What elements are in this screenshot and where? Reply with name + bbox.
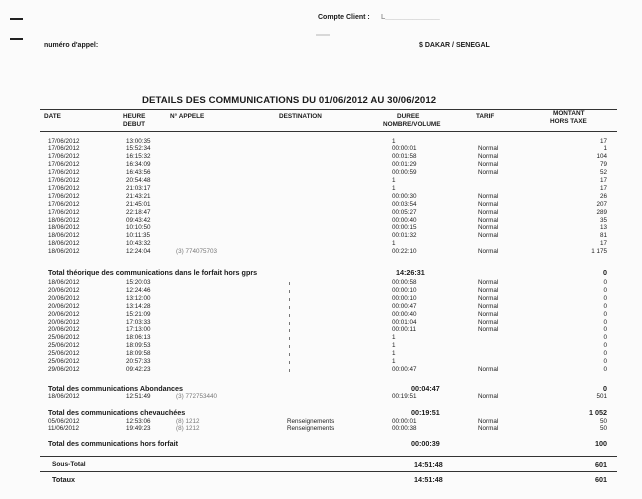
row-duration: 1 <box>392 342 396 350</box>
table-row <box>0 334 642 342</box>
row-amount: 0 <box>603 318 607 326</box>
row-date: 18/06/2012 <box>48 216 80 224</box>
row-date: 11/06/2012 <box>48 425 80 433</box>
sous-total-duration: 14:51:48 <box>414 460 443 469</box>
row-amount: 26 <box>599 192 607 200</box>
row-duration: 00:00:40 <box>392 216 417 224</box>
total-hors-forfait-amount: 100 <box>595 439 607 448</box>
row-tarif: Normal <box>478 417 499 425</box>
table-row <box>0 177 642 185</box>
col-montant: MONTANT <box>553 110 585 117</box>
scan-artifact-mark <box>289 322 290 325</box>
subtotal-bottom-rule <box>40 471 617 472</box>
table-row <box>0 224 642 232</box>
row-duration: 00:03:54 <box>392 200 417 208</box>
table-row <box>0 287 642 295</box>
total-hors-forfait-duration: 00:00:39 <box>411 439 440 448</box>
row-date: 17/06/2012 <box>48 177 80 184</box>
row-amount: 50 <box>599 425 607 433</box>
row-date: 17/06/2012 <box>48 137 80 145</box>
row-duration: 1 <box>392 240 396 248</box>
row-amount: 50 <box>599 417 607 425</box>
account-label: Compte Client : <box>318 14 370 21</box>
row-date: 17/06/2012 <box>48 153 80 161</box>
row-time: 16:34:09 <box>126 161 151 169</box>
col-duree: DUREE <box>397 113 420 120</box>
row-date: 20/06/2012 <box>48 326 80 334</box>
row-date: 17/06/2012 <box>48 192 80 200</box>
row-tarif: Normal <box>478 294 499 302</box>
table-row <box>0 240 642 248</box>
col-heure: HEURE <box>123 113 146 120</box>
row-duration: 00:00:30 <box>392 192 417 200</box>
row-time: 13:14:28 <box>126 302 151 310</box>
total-abondances-label: Total des communications Abondances <box>48 384 183 393</box>
row-amount: 0 <box>603 302 607 310</box>
table-row <box>0 185 642 193</box>
scan-artifact-mark <box>289 290 290 293</box>
table-row <box>0 232 642 240</box>
row-time: 18:09:58 <box>126 350 151 358</box>
totaux-label: Totaux <box>52 475 76 484</box>
row-duration: 00:01:04 <box>392 318 417 326</box>
row-amount: 52 <box>599 169 607 177</box>
row-time: 20:57:33 <box>126 358 151 365</box>
row-duration: 1 <box>392 137 396 145</box>
row-date: 25/06/2012 <box>48 334 80 342</box>
row-duration: 00:00:10 <box>392 294 417 302</box>
row-time: 13:00:35 <box>126 137 151 145</box>
row-amount: 79 <box>599 161 607 169</box>
row-tarif: Normal <box>478 169 499 177</box>
table-row <box>0 342 642 350</box>
header-top-rule <box>40 109 617 110</box>
row-date: 17/06/2012 <box>48 184 80 192</box>
row-amount: 17 <box>599 184 607 192</box>
table-row <box>0 138 642 146</box>
row-tarif: Normal <box>478 161 499 169</box>
col-numero: N° APPELE <box>170 113 205 120</box>
row-date: 18/06/2012 <box>48 232 80 240</box>
table-row <box>0 153 642 161</box>
row-duration: 00:01:29 <box>392 161 417 169</box>
row-date: 17/06/2012 <box>48 200 80 208</box>
row-duration: 00:00:40 <box>392 310 417 318</box>
row-time: 15:52:34 <box>126 145 151 153</box>
row-date: 20/06/2012 <box>48 310 80 318</box>
row-time: 21:43:21 <box>126 192 151 200</box>
row-time: 15:21:09 <box>126 310 151 318</box>
totaux-duration: 14:51:48 <box>414 475 443 484</box>
row-amount: 0 <box>603 342 607 350</box>
row-duration: 00:19:51 <box>392 393 417 400</box>
row-time: 22:18:47 <box>126 208 151 216</box>
row-number: (3) 774075703 <box>176 248 217 256</box>
scan-artifact-mark <box>289 345 290 348</box>
row-time: 09:43:42 <box>126 216 151 224</box>
row-amount: 0 <box>603 350 607 358</box>
row-duration: 00:00:58 <box>392 279 417 286</box>
row-time: 12:24:04 <box>126 248 151 256</box>
total-chevauchees-amount: 1 052 <box>589 408 607 417</box>
row-amount: 17 <box>599 137 607 145</box>
row-duration: 00:00:47 <box>392 365 417 373</box>
table-row <box>0 311 642 319</box>
margin-dash-bottom <box>10 38 23 40</box>
row-duration: 1 <box>392 184 396 192</box>
row-amount: 1 <box>603 145 607 153</box>
row-date: 18/06/2012 <box>48 248 80 256</box>
row-time: 20:54:48 <box>126 177 151 184</box>
row-tarif: Normal <box>478 393 499 400</box>
row-amount: 289 <box>596 208 607 216</box>
row-time: 18:09:53 <box>126 342 151 350</box>
table-row <box>0 145 642 153</box>
row-date: 18/06/2012 <box>48 240 80 248</box>
scan-artifact-mark <box>289 314 290 317</box>
redacted-mark <box>316 34 330 36</box>
row-date: 25/06/2012 <box>48 342 80 350</box>
row-date: 18/06/2012 <box>48 393 80 400</box>
table-row <box>0 393 642 401</box>
row-time: 16:43:56 <box>126 169 151 177</box>
row-tarif: Normal <box>478 310 499 318</box>
header-bottom-rule <box>40 131 617 132</box>
table-row <box>0 326 642 334</box>
row-tarif: Normal <box>478 192 499 200</box>
col-destination: DESTINATION <box>279 113 322 120</box>
total-forfait-label: Total théorique des communications dans le forfait hors gprs <box>48 268 258 277</box>
total-abondances-amount: 0 <box>603 384 607 393</box>
row-amount: 35 <box>599 216 607 224</box>
row-duration: 00:00:38 <box>392 425 417 433</box>
row-tarif: Normal <box>478 248 499 256</box>
margin-dash-top <box>10 18 23 20</box>
row-duration: 00:00:11 <box>392 326 417 334</box>
row-amount: 1 175 <box>591 248 607 256</box>
row-date: 17/06/2012 <box>48 208 80 216</box>
row-tarif: Normal <box>478 216 499 224</box>
row-date: 25/06/2012 <box>48 358 80 365</box>
scan-artifact-mark <box>289 353 290 356</box>
row-amount: 0 <box>603 279 607 286</box>
row-time: 15:20:03 <box>126 279 151 286</box>
table-row <box>0 319 642 327</box>
table-row <box>0 358 642 366</box>
row-time: 21:03:17 <box>126 184 151 192</box>
row-date: 25/06/2012 <box>48 350 80 358</box>
row-tarif: Normal <box>478 145 499 153</box>
table-row <box>0 217 642 225</box>
scan-artifact-mark <box>289 306 290 309</box>
sous-total-label: Sous-Total <box>52 461 86 468</box>
row-duration: 00:01:58 <box>392 153 417 161</box>
row-destination: Renseignements <box>287 417 335 425</box>
col-nombre-volume: NOMBRE/VOLUME <box>383 121 441 128</box>
subtotal-top-rule <box>40 456 617 457</box>
col-hors-taxe: HORS TAXE <box>550 118 587 125</box>
row-amount: 0 <box>603 294 607 302</box>
row-tarif: Normal <box>478 200 499 208</box>
row-time: 18:06:13 <box>126 334 151 342</box>
row-tarif: Normal <box>478 153 499 161</box>
row-date: 18/06/2012 <box>48 279 80 286</box>
row-duration: 00:00:01 <box>392 145 417 153</box>
row-amount: 0 <box>603 286 607 294</box>
row-tarif: Normal <box>478 365 499 373</box>
row-date: 29/06/2012 <box>48 365 80 373</box>
row-time: 16:15:32 <box>126 153 151 161</box>
row-time: 17:13:00 <box>126 326 151 334</box>
row-amount: 13 <box>599 224 607 232</box>
row-time: 13:12:00 <box>126 294 151 302</box>
row-number: (3) 772753440 <box>176 393 217 400</box>
table-row <box>0 303 642 311</box>
row-tarif: Normal <box>478 425 499 433</box>
row-time: 21:45:01 <box>126 200 151 208</box>
col-debut: DEBUT <box>123 121 146 128</box>
row-date: 20/06/2012 <box>48 294 80 302</box>
row-duration: 00:00:10 <box>392 286 417 294</box>
sous-total-amount: 601 <box>595 460 607 469</box>
table-row <box>0 209 642 217</box>
row-tarif: Normal <box>478 286 499 294</box>
row-time: 19:49:23 <box>126 425 151 433</box>
row-tarif: Normal <box>478 318 499 326</box>
scan-artifact-mark <box>289 337 290 340</box>
scan-artifact-mark <box>289 298 290 301</box>
row-tarif: Normal <box>478 224 499 232</box>
table-row <box>0 279 642 287</box>
table-row <box>0 161 642 169</box>
row-amount: 0 <box>603 310 607 318</box>
row-duration: 00:00:47 <box>392 302 417 310</box>
row-time: 09:42:23 <box>126 365 151 373</box>
row-tarif: Normal <box>478 208 499 216</box>
account-value: L______________ <box>381 14 440 21</box>
row-date: 05/06/2012 <box>48 417 80 425</box>
page-title: DETAILS DES COMMUNICATIONS DU 01/06/2012 AU 30/06/2012 <box>142 95 437 106</box>
table-row <box>0 201 642 209</box>
totaux-amount: 601 <box>595 475 607 484</box>
row-time: 17:03:33 <box>126 318 151 326</box>
row-amount: 17 <box>599 177 607 184</box>
total-forfait-amount: 0 <box>603 268 607 277</box>
table-row <box>0 366 642 374</box>
row-time: 10:11:35 <box>126 232 151 240</box>
row-tarif: Normal <box>478 279 499 286</box>
row-tarif: Normal <box>478 326 499 334</box>
col-tarif: TARIF <box>476 113 495 120</box>
table-row <box>0 193 642 201</box>
table-row <box>0 295 642 303</box>
row-tarif: Normal <box>478 302 499 310</box>
row-duration: 1 <box>392 334 396 342</box>
row-duration: 00:00:01 <box>392 417 417 425</box>
total-forfait-duration: 14:26:31 <box>396 268 425 277</box>
row-date: 17/06/2012 <box>48 145 80 153</box>
row-time: 12:53:06 <box>126 417 151 425</box>
total-abondances-duration: 00:04:47 <box>411 384 440 393</box>
row-date: 18/06/2012 <box>48 224 80 232</box>
row-time: 10:43:32 <box>126 240 151 248</box>
row-amount: 81 <box>599 232 607 240</box>
row-duration: 00:01:32 <box>392 232 417 240</box>
row-duration: 1 <box>392 358 396 365</box>
row-duration: 1 <box>392 350 396 358</box>
table-row <box>0 350 642 358</box>
row-amount: 0 <box>603 334 607 342</box>
total-chevauchees-label: Total des communications chevauchées <box>48 408 186 417</box>
row-duration: 00:00:59 <box>392 169 417 177</box>
row-date: 17/06/2012 <box>48 161 80 169</box>
row-number: (8) 1212 <box>176 425 200 433</box>
row-date: 20/06/2012 <box>48 318 80 326</box>
row-destination: Renseignements <box>287 425 335 433</box>
row-time: 10:10:50 <box>126 224 151 232</box>
row-duration: 1 <box>392 177 396 184</box>
location: $ DAKAR / SENEGAL <box>419 42 490 49</box>
row-time: 12:51:49 <box>126 393 151 400</box>
row-amount: 104 <box>596 153 607 161</box>
row-amount: 501 <box>596 393 607 400</box>
row-time: 12:24:46 <box>126 286 151 294</box>
scan-artifact-mark <box>289 369 290 372</box>
row-duration: 00:05:27 <box>392 208 417 216</box>
row-amount: 0 <box>603 358 607 365</box>
col-date: DATE <box>44 113 61 120</box>
scan-artifact-mark <box>289 361 290 364</box>
row-duration: 00:00:15 <box>392 224 417 232</box>
scan-artifact-mark <box>289 329 290 332</box>
table-row <box>0 248 642 256</box>
row-amount: 0 <box>603 365 607 373</box>
scan-artifact-mark <box>289 282 290 285</box>
row-tarif: Normal <box>478 232 499 240</box>
row-date: 20/06/2012 <box>48 286 80 294</box>
table-row <box>0 425 642 433</box>
row-date: 20/06/2012 <box>48 302 80 310</box>
row-amount: 0 <box>603 326 607 334</box>
row-date: 17/06/2012 <box>48 169 80 177</box>
total-hors-forfait-label: Total des communications hors forfait <box>48 439 179 448</box>
row-duration: 00:22:10 <box>392 248 417 256</box>
table-row <box>0 169 642 177</box>
row-amount: 17 <box>599 240 607 248</box>
row-amount: 207 <box>596 200 607 208</box>
row-number: (8) 1212 <box>176 417 200 425</box>
table-row <box>0 418 642 426</box>
total-chevauchees-duration: 00:19:51 <box>411 408 440 417</box>
call-number-label: numéro d'appel: <box>44 42 99 49</box>
